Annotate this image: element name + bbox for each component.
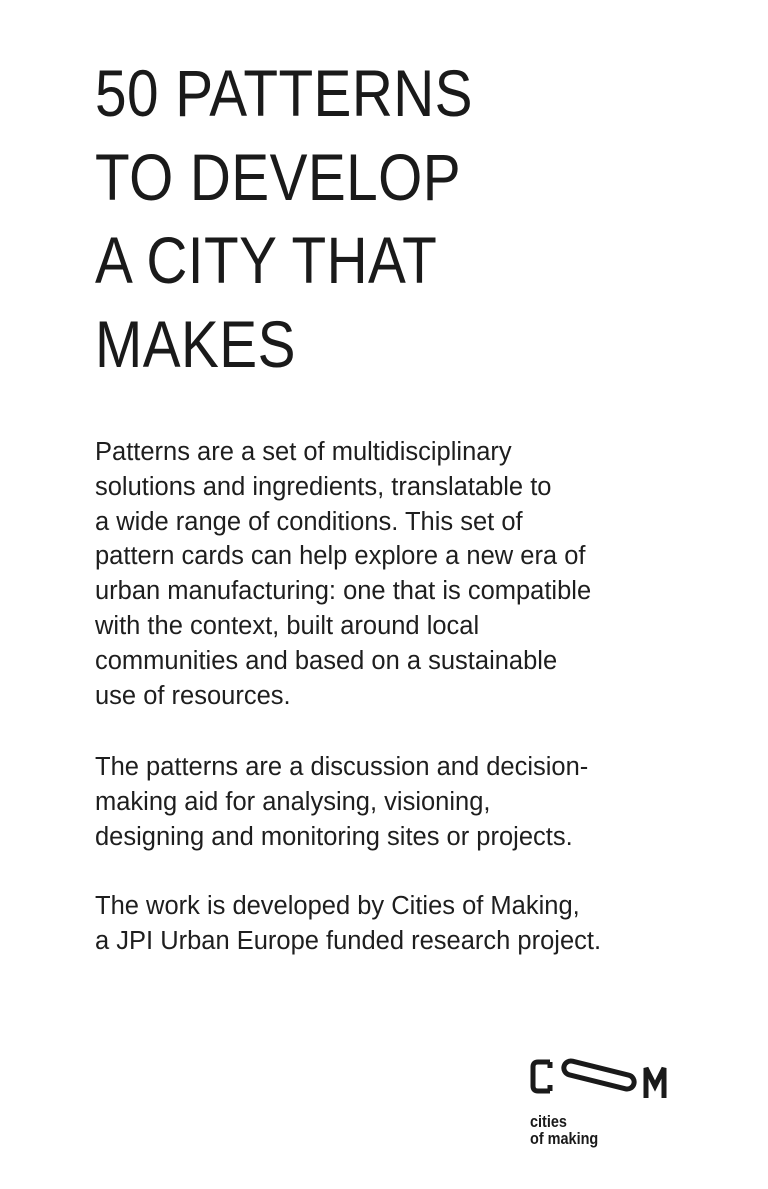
text-line: a wide range of conditions. This set of <box>95 507 523 536</box>
text-line: with the context, built around local <box>95 611 480 640</box>
intro-paragraph <box>95 435 591 713</box>
text-line: designing and monitoring sites or projects. <box>95 822 573 851</box>
text-line: solutions and ingredients, translatable to <box>95 472 552 501</box>
page-title <box>95 52 473 386</box>
title-line: TO DEVELOP <box>95 139 462 214</box>
text-line: The work is developed by Cities of Making, <box>95 892 580 920</box>
logo-text-line: of making <box>530 1129 599 1148</box>
text-line: The patterns are a discussion and decision- <box>95 753 589 781</box>
logo-wordmark <box>530 1113 598 1147</box>
text-line: a JPI Urban Europe funded research project. <box>95 926 602 955</box>
text-line: use of resources. <box>95 681 291 710</box>
text-line: communities and based on a sustainable <box>95 646 558 675</box>
text-line: making aid for analysing, visioning, <box>95 787 491 816</box>
text-line: pattern cards can help explore a new era of <box>95 542 586 571</box>
title-line: 50 PATTERNS <box>95 56 473 130</box>
title-line: A CITY THAT <box>95 223 438 297</box>
text-line: urban manufacturing: one that is compatible <box>95 577 592 606</box>
logo-text-line: cities <box>530 1112 567 1131</box>
credits-paragraph <box>95 889 601 959</box>
title-line: MAKES <box>95 306 296 381</box>
text-line: Patterns are a set of multidisciplinary <box>95 438 512 466</box>
usage-paragraph <box>95 750 588 854</box>
